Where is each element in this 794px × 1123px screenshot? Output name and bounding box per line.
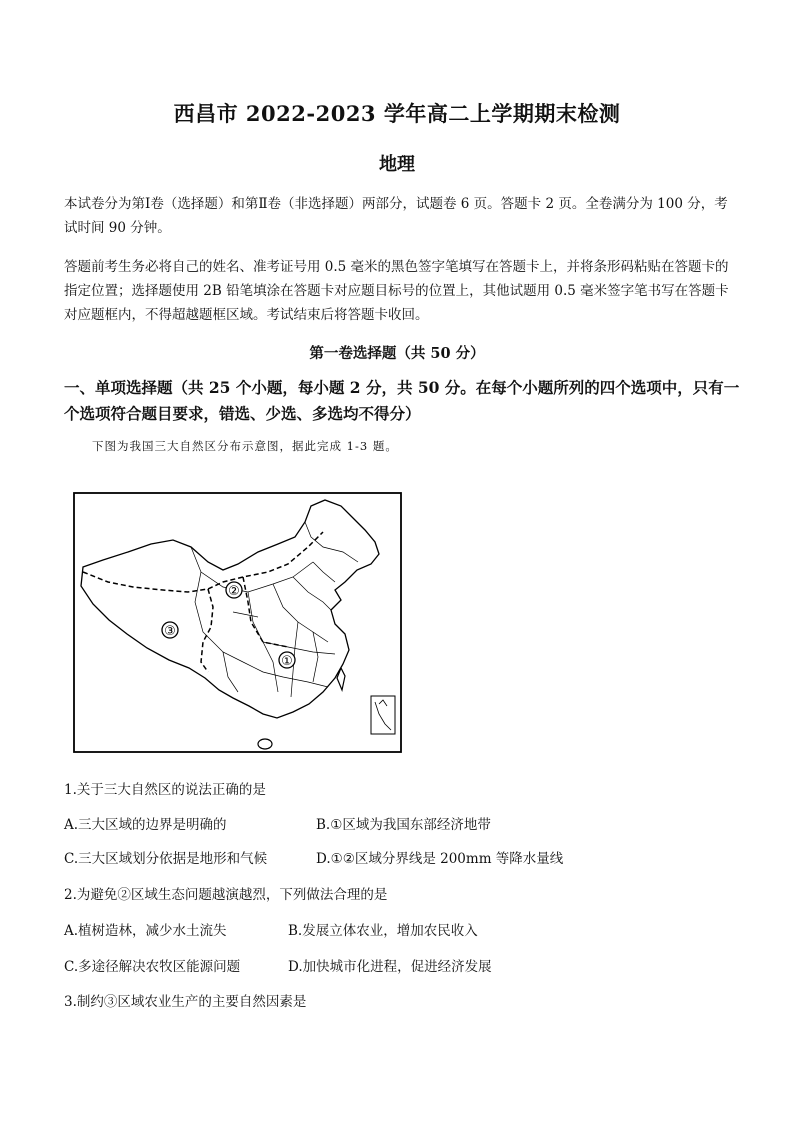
question-2-stem: 2.为避免②区域生态问题越演越烈，下列做法合理的是 — [64, 887, 388, 903]
map-frame — [74, 493, 401, 752]
question-1-option-b[interactable]: B.①区域为我国东部经济地带 — [316, 817, 491, 833]
marker-1-label: ① — [281, 654, 293, 669]
region-marker-3 — [162, 622, 178, 639]
question-1-option-c[interactable]: C.三大区域划分依据是地形和气候 — [64, 851, 268, 867]
marker-3-label: ③ — [164, 624, 176, 639]
instruction-paragraph-1: 本试卷分为第Ⅰ卷（选择题）和第Ⅱ卷（非选择题）两部分，试题卷 6 页。答题卡 2 页。全卷满分为 100 分，考试时间 90 分钟。 — [64, 196, 728, 236]
region-marker-2 — [226, 582, 242, 599]
question-1-option-a[interactable]: A.三大区域的边界是明确的 — [64, 817, 227, 833]
question-2-option-d[interactable]: D.加快城市化进程，促进经济发展 — [288, 959, 492, 975]
part-heading: 一、单项选择题（共 25 个小题，每小题 2 分，共 50 分。在每个小题所列的四个选项中，只有一个选项符合题目要求，错选、少选、多选均不得分） — [64, 378, 740, 423]
china-natural-regions-map — [73, 492, 403, 754]
question-2-option-c[interactable]: C.多途径解决农牧区能源问题 — [64, 959, 241, 975]
south-china-sea-inset — [371, 696, 395, 734]
instruction-paragraph-2: 答题前考生务必将自己的姓名、准考证号用 0.5 毫米的黑色签字笔填写在答题卡上，并将条形码粘贴在答题卡的指定位置；选择题使用 2B 铅笔填涂在答题卡对应题目标号的位置上，其他试题用 0.5 毫米签字笔书写在答题卡对应题框内，不得超越题框区域。考试结束后将答题卡收回。 — [64, 259, 729, 323]
map-intro: 下图为我国三大自然区分布示意图，据此完成 1-3 题。 — [92, 439, 398, 453]
question-2-option-a[interactable]: A.植树造林，减少水土流失 — [64, 923, 227, 939]
region-marker-1 — [279, 652, 295, 669]
question-3-stem: 3.制约③区域农业生产的主要自然因素是 — [64, 994, 307, 1010]
question-2-option-b[interactable]: B.发展立体农业，增加农民收入 — [288, 923, 478, 939]
marker-2-label: ② — [228, 584, 240, 599]
question-1-option-d[interactable]: D.①②区域分界线是 200mm 等降水量线 — [316, 851, 564, 867]
exam-title: 西昌市 2022-2023 学年高二上学期期末检测 — [173, 101, 621, 126]
question-1-stem: 1.关于三大自然区的说法正确的是 — [64, 782, 266, 798]
subject-title: 地理 — [379, 154, 415, 175]
section-title: 第一卷选择题（共 50 分） — [309, 345, 485, 362]
